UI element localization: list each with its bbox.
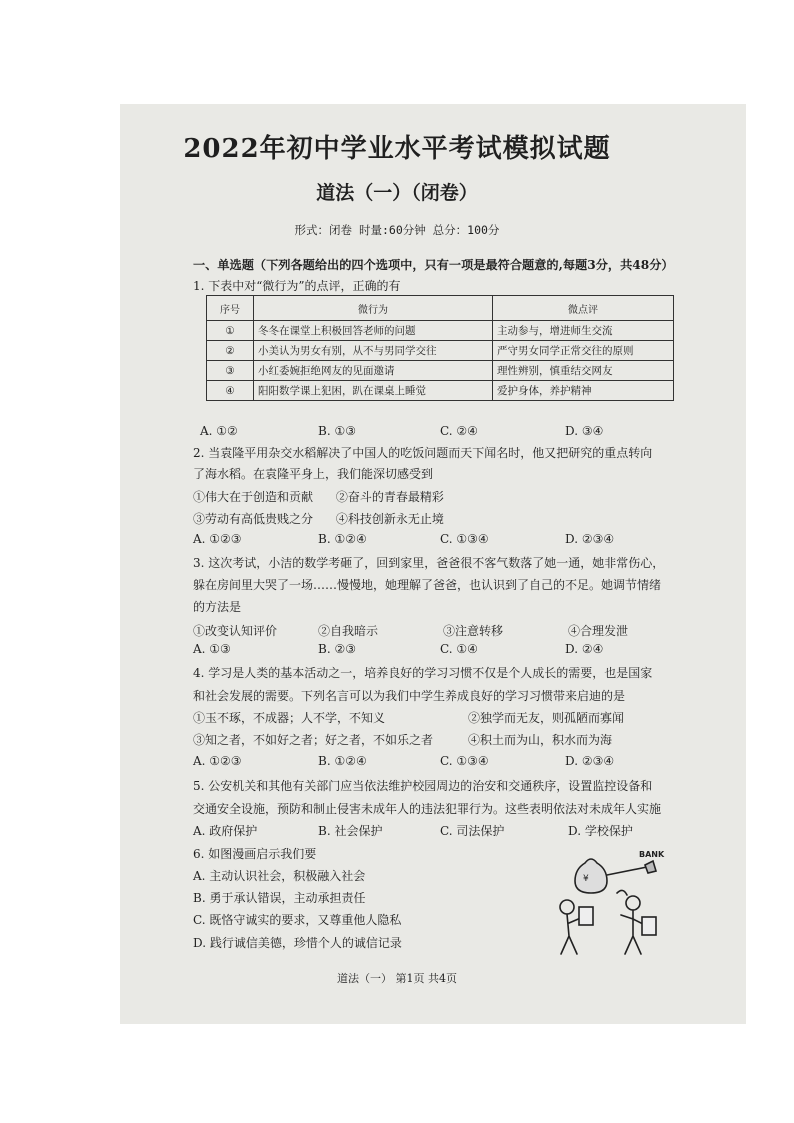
q1-stem: 1. 下表中对“微行为”的点评，正确的有	[193, 279, 401, 293]
svg-text:¥: ¥	[583, 874, 589, 884]
q1-option-a[interactable]: A. ①②	[200, 424, 238, 438]
q4-choice-2: ②独学而无友，则孤陋而寡闻	[468, 711, 625, 725]
table-cell: ④	[207, 381, 254, 401]
q3-option-b[interactable]: B. ②③	[318, 642, 356, 656]
q2-choices-line2: ③劳动有高低贵贱之分 ④科技创新永无止境	[193, 512, 444, 526]
table-cell: 理性辨别，慎重结交网友	[493, 361, 674, 381]
q1-option-c[interactable]: C. ②④	[440, 424, 478, 438]
q3-option-a[interactable]: A. ①③	[193, 642, 231, 656]
table-header-row	[207, 296, 674, 321]
page-footer: 道法（一） 第1页 共4页	[337, 972, 457, 985]
q2-stem-line1: 2. 当袁隆平用杂交水稻解决了中国人的吃饭问题而天下闻名时，他又把研究的重点转向	[193, 446, 653, 460]
table-row	[207, 341, 674, 361]
table-header-cell: 微行为	[254, 296, 493, 321]
cartoon-bank-sign: BANK	[639, 850, 665, 859]
q3-option-d[interactable]: D. ②④	[565, 642, 604, 656]
q4-stem-line2: 和社会发展的需要。下列名言可以为我们中学生养成良好的学习习惯带来启迪的是	[193, 689, 626, 703]
exam-subtitle: 道法（一）（闭卷）	[316, 182, 478, 204]
exam-title: 2022年初中学业水平考试模拟试题	[183, 134, 611, 164]
q4-choice-3: ③知之者，不如好之者；好之者，不如乐之者	[193, 733, 434, 747]
table-cell: 小美认为男女有别，从不与男同学交往	[254, 341, 493, 361]
q2-option-a[interactable]: A. ①②③	[193, 532, 242, 546]
q6-option-d[interactable]: D. 践行诚信美德，珍惜个人的诚信记录	[193, 936, 402, 950]
q5-stem-line2: 交通安全设施，预防和制止侵害未成年人的违法犯罪行为。这些表明依法对未成年人实施	[193, 802, 662, 816]
table-cell: 小红委婉拒绝网友的见面邀请	[254, 361, 493, 381]
table-row	[207, 381, 674, 401]
section-heading: 一、单选题（下列各题给出的四个选项中，只有一项是最符合题意的,每题3分，共48分）	[193, 258, 674, 272]
q4-option-a[interactable]: A. ①②③	[193, 754, 242, 768]
q6-option-c[interactable]: C. 既恪守诚实的要求，又尊重他人隐私	[193, 913, 402, 927]
exam-meta: 形式：闭卷 时量:60分钟 总分：100分	[294, 223, 500, 237]
table-cell: 严守男女同学正常交往的原则	[493, 341, 674, 361]
table-cell: ②	[207, 341, 254, 361]
q6-stem: 6. 如图漫画启示我们要	[193, 847, 317, 861]
q3-choice-2: ②自我暗示	[318, 624, 379, 638]
q6-option-b[interactable]: B. 勇于承认错误，主动承担责任	[193, 891, 366, 905]
table-cell: 主动参与，增进师生交流	[493, 321, 674, 341]
q3-option-c[interactable]: C. ①④	[440, 642, 478, 656]
table-cell: ①	[207, 321, 254, 341]
q3-stem-line3: 的方法是	[193, 600, 242, 614]
q6-option-a[interactable]: A. 主动认识社会，积极融入社会	[193, 869, 366, 883]
table-header-cell: 微点评	[493, 296, 674, 321]
q4-option-b[interactable]: B. ①②④	[318, 754, 367, 768]
table-row	[207, 361, 674, 381]
table-cell: 爱护身体，养护精神	[493, 381, 674, 401]
q5-option-d[interactable]: D. 学校保护	[568, 824, 633, 838]
q5-option-c[interactable]: C. 司法保护	[440, 824, 505, 838]
q5-option-a[interactable]: A. 政府保护	[193, 824, 258, 838]
q2-stem-line2: 了海水稻。在袁隆平身上，我们能深切感受到	[193, 467, 434, 481]
q3-choice-4: ④合理发泄	[568, 624, 629, 638]
q2-option-c[interactable]: C. ①③④	[440, 532, 489, 546]
q3-choice-3: ③注意转移	[443, 624, 504, 638]
table-header-cell: 序号	[207, 296, 254, 321]
q2-option-b[interactable]: B. ①②④	[318, 532, 367, 546]
q4-option-c[interactable]: C. ①③④	[440, 754, 489, 768]
table-cell: 冬冬在课堂上积极回答老师的问题	[254, 321, 493, 341]
q3-stem-line1: 3. 这次考试，小洁的数学考砸了，回到家里，爸爸很不客气数落了她一通，她非常伤心，	[193, 556, 665, 570]
q4-choice-4: ④积土而为山，积水而为海	[468, 733, 613, 747]
q3-stem-line2: 躲在房间里大哭了一场……慢慢地，她理解了爸爸，也认识到了自己的不足。她调节情绪	[193, 578, 662, 592]
q5-option-b[interactable]: B. 社会保护	[318, 824, 383, 838]
q5-stem-line1: 5. 公安机关和其他有关部门应当依法维护校园周边的治安和交通秩序，设置监控设备和	[193, 779, 653, 793]
q1-table	[206, 295, 674, 401]
q1-option-b[interactable]: B. ①③	[318, 424, 356, 438]
table-cell: ③	[207, 361, 254, 381]
table-row	[207, 321, 674, 341]
q6-cartoon-image	[547, 845, 667, 965]
q4-stem-line1: 4. 学习是人类的基本活动之一，培养良好的学习习惯不仅是个人成长的需要，也是国家	[193, 666, 653, 680]
q4-option-d[interactable]: D. ②③④	[565, 754, 615, 768]
q1-option-d[interactable]: D. ③④	[565, 424, 604, 438]
q4-choice-1: ①玉不琢，不成器；人不学，不知义	[193, 711, 386, 725]
q2-choices-line1: ①伟大在于创造和贡献 ②奋斗的青春最精彩	[193, 490, 444, 504]
q2-option-d[interactable]: D. ②③④	[565, 532, 615, 546]
q3-choice-1: ①改变认知评价	[193, 624, 278, 638]
table-cell: 阳阳数学课上犯困，趴在课桌上睡觉	[254, 381, 493, 401]
